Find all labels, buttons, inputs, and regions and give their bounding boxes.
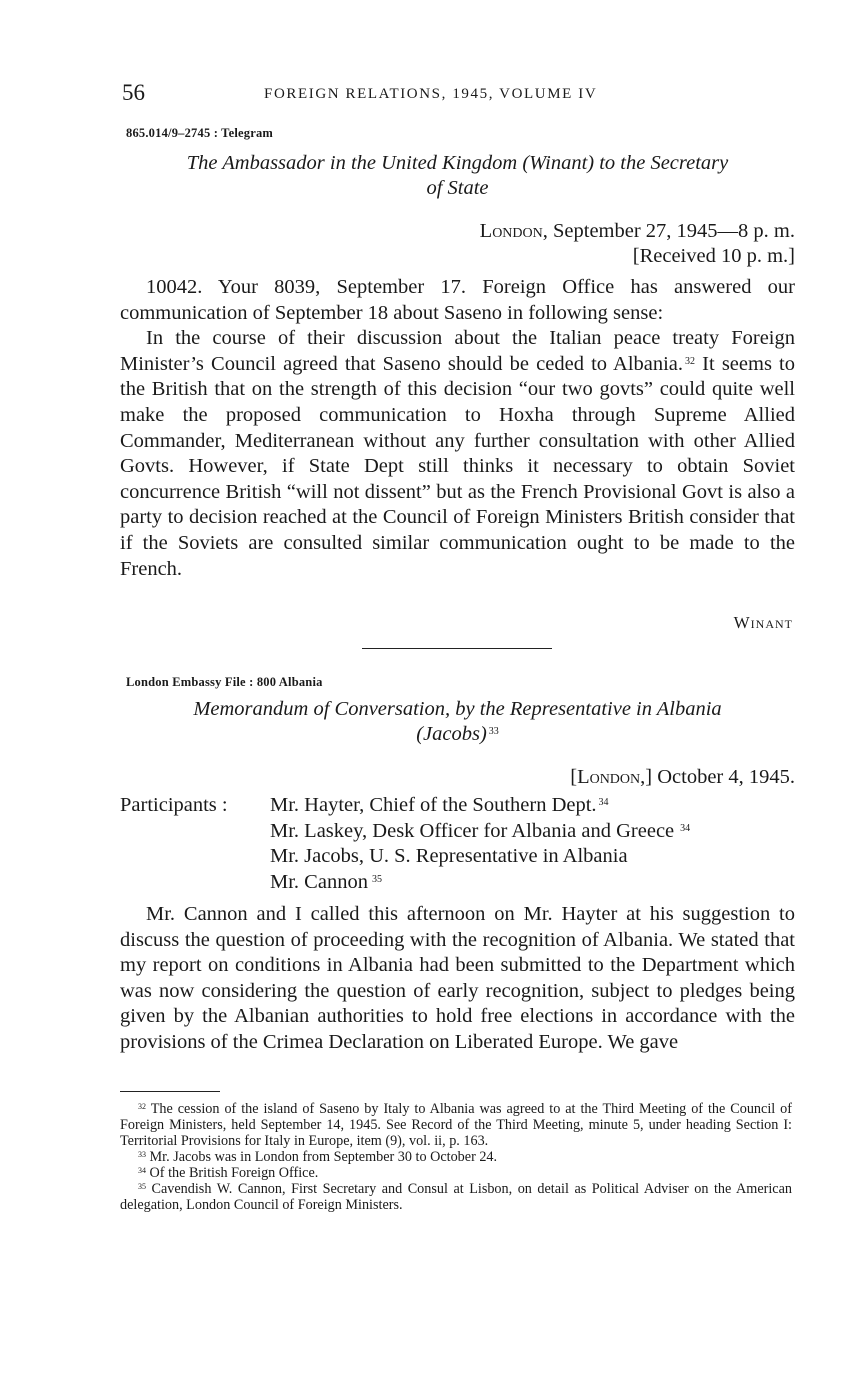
participant: [270, 819, 690, 845]
document-title-2: [120, 697, 795, 747]
dateline-date: ,] October 4, 1945.: [640, 766, 795, 788]
participant-name: Mr. Hayter, Chief of the Southern Dept.: [270, 794, 597, 816]
page-header: [120, 80, 795, 110]
paragraph: 10042. Your 8039, September 17. Foreign Office has answered our communication of September 18 about Saseno in following sense:: [120, 276, 795, 324]
paragraph: [120, 326, 795, 582]
participant-name: Mr. Laskey, Desk Officer for Albania and Greece: [270, 819, 675, 842]
footnote-text: Of the British Foreign Office.: [149, 1165, 319, 1181]
dateline-bracket: [: [570, 766, 578, 788]
signature: Winant: [733, 613, 793, 632]
footnote-text: Cavendish W. Cannon, First Secretary and Consul at Lisbon, on detail as Political Adviser on the American delegation, London Council of Foreign Ministers.: [120, 1181, 792, 1213]
footnote-text: The cession of the island of Saseno by Italy to Albania was agreed to at the Third Meeting of the Council of Foreign Ministers, held September 14, 1945. See Record of the Third Meeting, minute 5, under heading Section I: Territorial Provisions for Italy in Europe, item (9), vol. ii, p. 163.: [120, 1101, 792, 1149]
participant-name: Mr. Cannon: [270, 870, 368, 893]
footnote: [120, 1101, 792, 1149]
document-title-1: [120, 151, 795, 201]
participants-list: [270, 793, 690, 895]
footnote-number: 32: [138, 1102, 146, 1111]
title-line: of State: [426, 177, 489, 199]
page-number: 56: [122, 80, 145, 105]
paragraph: Mr. Cannon and I called this afternoon on Mr. Hayter at his suggestion to discuss the question of proceeding with the recognition of Albania. We stated that my report on conditions in Albania had been submitted to the Department which was now considering the question of early recognition, subject to pledges being given by the Albanian authorities to hold free elections in accordance with the provisions of the Crimea Declaration on Liberated Europe. We gave: [120, 903, 795, 1053]
participant: [270, 844, 690, 870]
dateline-place: London: [577, 766, 641, 788]
telegram-body: [120, 275, 795, 582]
file-reference-2: London Embassy File : 800 Albania: [126, 675, 323, 689]
footnote: [120, 1181, 792, 1213]
title-line: The Ambassador in the United Kingdom (Winant) to the Secretary: [186, 152, 729, 174]
title-line: [120, 722, 795, 747]
participant: [270, 870, 690, 896]
received-note: [Received 10 p. m.]: [632, 245, 795, 267]
footnote: [120, 1149, 792, 1165]
footnote-ref: 34: [598, 797, 609, 808]
paragraph-text: It seems to the British that on the strength of this decision “our two govts” could quite well make the proposed communication to Hoxha through Supreme Allied Commander, Mediterranean without any further consultation with other Allied Govts. However, if State Dept still thinks it necessary to obtain Soviet concurrence British “will not dissent” but as the French Provisional Govt is also a party to decision reached at the Council of Foreign Ministers British consider that if the Soviets are consulted similar communication ought to be made to the French.: [120, 352, 795, 580]
footnote-ref: 34: [680, 822, 691, 834]
footnote-divider: [120, 1091, 220, 1092]
footnote-ref: 32: [685, 355, 696, 367]
footnote-number: 34: [138, 1166, 146, 1175]
participant: [270, 793, 690, 819]
footnote-ref: 35: [371, 873, 382, 885]
footnote: [120, 1165, 792, 1181]
footnotes: [120, 1101, 792, 1213]
file-reference-1: 865.014/9–2745 : Telegram: [126, 126, 274, 140]
dateline-date: , September 27, 1945—8 p. m.: [542, 220, 795, 242]
title-line: Memorandum of Conversation, by the Representative in Albania: [193, 698, 722, 720]
participants-label: Participants :: [120, 794, 228, 816]
footnote-text: Mr. Jacobs was in London from September 30 to October 24.: [149, 1149, 498, 1165]
dateline-place: London: [479, 220, 543, 242]
participant-name: Mr. Jacobs, U. S. Representative in Albania: [270, 845, 628, 868]
footnote-number: 33: [138, 1150, 146, 1159]
title-text: (Jacobs): [416, 723, 487, 745]
section-divider: [362, 648, 552, 649]
dateline-1: [480, 219, 795, 269]
dateline-2: [570, 765, 795, 790]
footnote-ref: 33: [488, 726, 499, 737]
memorandum-body: [120, 902, 795, 1056]
paragraph-text: In the course of their discussion about the Italian peace treaty Foreign Minister’s Council agreed that Saseno should be ceded to Albania.: [120, 327, 795, 375]
running-head: FOREIGN RELATIONS, 1945, VOLUME IV: [264, 86, 598, 102]
footnote-number: 35: [138, 1182, 146, 1191]
